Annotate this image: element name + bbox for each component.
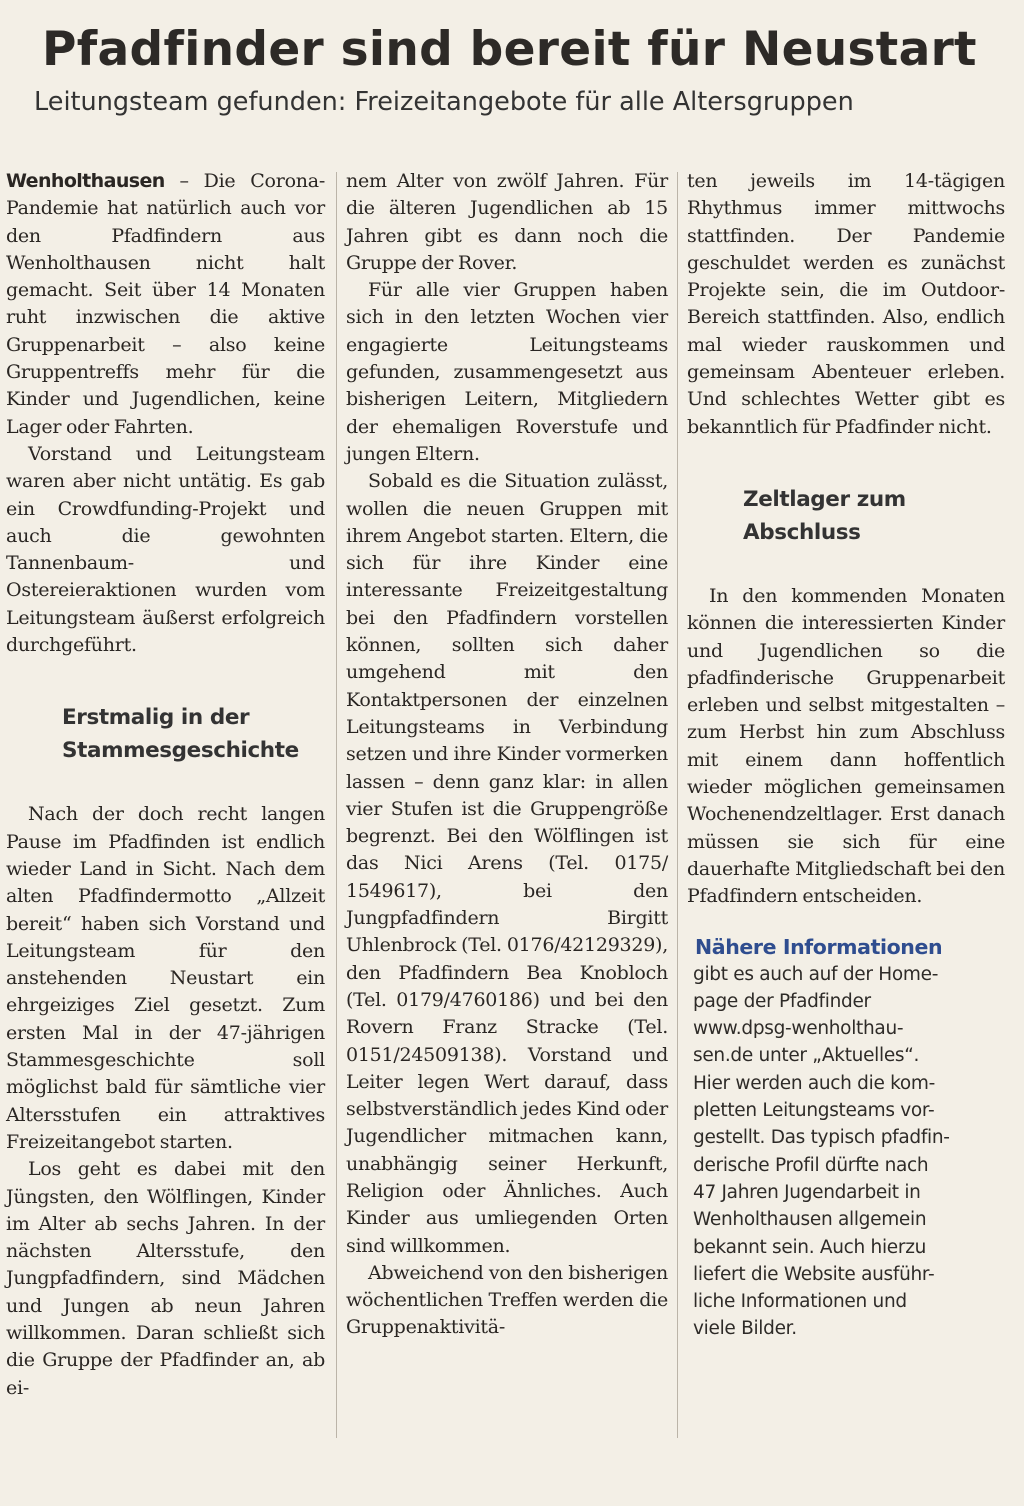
- info-line: liefert die Website ausführ-: [693, 1263, 935, 1285]
- paragraph: [6, 168, 325, 441]
- subheading-line: Erstmalig in der: [62, 705, 250, 731]
- column-rule: [677, 172, 678, 1438]
- paragraph: Nach der doch recht langen Pause im Pfadfinden ist endlich wieder Land in Sicht. Nach dem alten Pfadfindermotto „Allzeit bereit“ haben sich Vorstand und Leitungsteam für den anstehenden Neustart ein ehrgeiziges Ziel gesetzt. Zum ersten Mal in der 47-jährigen Stammesgeschichte soll möglichst bald für sämtliche vier Altersstufen ein attraktives Freizeitangebot starten.: [6, 803, 325, 1153]
- column-3: [687, 168, 1005, 1478]
- paragraph: Vorstand und Leitungsteam waren aber nicht untätig. Es gab ein Crowdfunding-Projekt und auch die gewohnten Tannenbaum- und Ostereieraktionen wurden vom Leitungsteam äußerst erfolgreich durchgeführt.: [6, 442, 325, 657]
- info-line: derische Profil dürfte nach: [693, 1154, 929, 1176]
- paragraph: Für alle vier Gruppen haben sich in den letzten Wochen vier engagierte Leitungsteams gefunden, zusammengesetzt aus bisherigen Leitern, Mitgliedern der ehemaligen Roverstufe und jungen Eltern.: [346, 279, 668, 465]
- info-line: gibt es auch auf der Home-: [693, 963, 939, 985]
- subheading: [687, 483, 1005, 549]
- info-line: Hier werden auch die kom-: [693, 1072, 935, 1094]
- paragraph: ten jeweils im 14-tägigen Rhythmus immer mittwochs stattfinden. Der Pandemie geschuldet werden es zunächst Projekte sein, die im Outdoor-Bereich stattfinden. Also, endlich mal wieder rauskommen und gemeinsam Abenteuer erleben. Und schlechtes Wetter gibt es bekanntlich für Pfadfinder nicht.: [687, 170, 1005, 438]
- info-line: bekannt sein. Auch hierzu: [693, 1236, 927, 1258]
- paragraph: Los geht es dabei mit den Jüngsten, den Wölflingen, Kinder im Alter ab sechs Jahren. In der nächsten Altersstufe, den Jungpfadfindern, sind Mädchen und Jungen ab neun Jahren willkommen. Daran schließt sich die Gruppe der Pfadfinder an, ab ei-: [6, 1158, 325, 1399]
- paragraph: Abweichend von den bisherigen wöchentlichen Treffen werden die Gruppenaktivitä-: [346, 1261, 668, 1339]
- column-2: [346, 168, 668, 1478]
- paragraph-text: – Die Corona-Pandemie hat natürlich auch vor den Pfadfindern aus Wenholthausen nicht halt gemacht. Seit über 14 Monaten ruht inzwischen die aktive Gruppenarbeit – also keine Gruppentreffs mehr für die Kinder und Jugendlichen, keine Lager oder Fahrten.: [6, 170, 325, 438]
- info-line: gestellt. Das typisch pfadfin-: [693, 1127, 950, 1149]
- info-line: 47 Jahren Jugendarbeit in: [693, 1181, 921, 1203]
- column-rule: [336, 172, 337, 1438]
- subheading: [6, 701, 325, 767]
- info-line: pletten Leitungsteams vor-: [693, 1100, 935, 1122]
- subheading-line: Stammesgeschichte: [62, 738, 299, 764]
- paragraph: In den kommenden Monaten können die interessierten Kinder und Jugendlichen so die pfadfinderische Gruppenarbeit erleben und selbst mitgestalten – zum Herbst hin zum Abschluss mit einem dann hoffentlich wieder möglichen gemeinsamen Wochenendzeltlager. Erst danach müssen sie sich für eine dauerhafte Mitgliedschaft bei den Pfadfindern entscheiden.: [687, 584, 1005, 908]
- subheadline: Leitungsteam gefunden: Freizeitangebote für alle Altersgruppen: [34, 87, 854, 117]
- subheading-line: Zeltlager zum: [743, 486, 906, 512]
- paragraph: Sobald es die Situation zulässt, wollen die neuen Gruppen mit ihrem Angebot starten. Eltern, die sich für ihre Kinder eine interessante Freizeitgestaltung bei den Pfadfindern vorstellen können, sollten sich daher umgehend mit den Kontaktpersonen der einzelnen Leitungsteams in Verbindung setzen und ihre Kinder vormerken lassen – denn ganz klar: in allen vier Stufen ist die Gruppengröße begrenzt. Bei den Wölflingen ist das Nici Arens (Tel. 0175/ 1549617), bei den Jungpfadfindern Birgitt Uhlenbrock (Tel. 0176/42129329), den Pfadfindern Bea Knobloch (Tel. 0179/4760186) und bei den Rovern Franz Stracke (Tel. 0151/24509138). Vorstand und Leiter legen Wert darauf, dass selbstverständlich jedes Kind oder Jugendlicher mitmachen kann, unabhängig seiner Herkunft, Religion oder Ähnliches. Auch Kinder aus umliegenden Orten sind willkommen.: [346, 470, 668, 1257]
- info-line: page der Pfadfinder: [693, 990, 871, 1012]
- headline: Pfadfinder sind bereit für Neustart: [42, 22, 977, 77]
- info-box: [687, 961, 1005, 1343]
- info-heading: Nähere Informationen: [695, 934, 943, 959]
- info-line: viele Bilder.: [693, 1318, 797, 1340]
- info-line: sen.de unter „Aktuelles“.: [693, 1045, 920, 1067]
- info-line: liche Informationen und: [693, 1291, 907, 1313]
- info-line: Wenholthausen allgemein: [693, 1209, 927, 1231]
- column-1: [6, 168, 325, 1478]
- article-body: [6, 168, 1004, 1478]
- subheading-line: Abschluss: [743, 519, 861, 545]
- paragraph: nem Alter von zwölf Jahren. Für die älteren Jugendlichen ab 15 Jahren gibt es dann noch die Gruppe der Rover.: [346, 170, 668, 274]
- website-link[interactable]: www.dpsg-wenholthau-: [693, 1018, 904, 1040]
- dateline: Wenholthausen: [6, 170, 165, 192]
